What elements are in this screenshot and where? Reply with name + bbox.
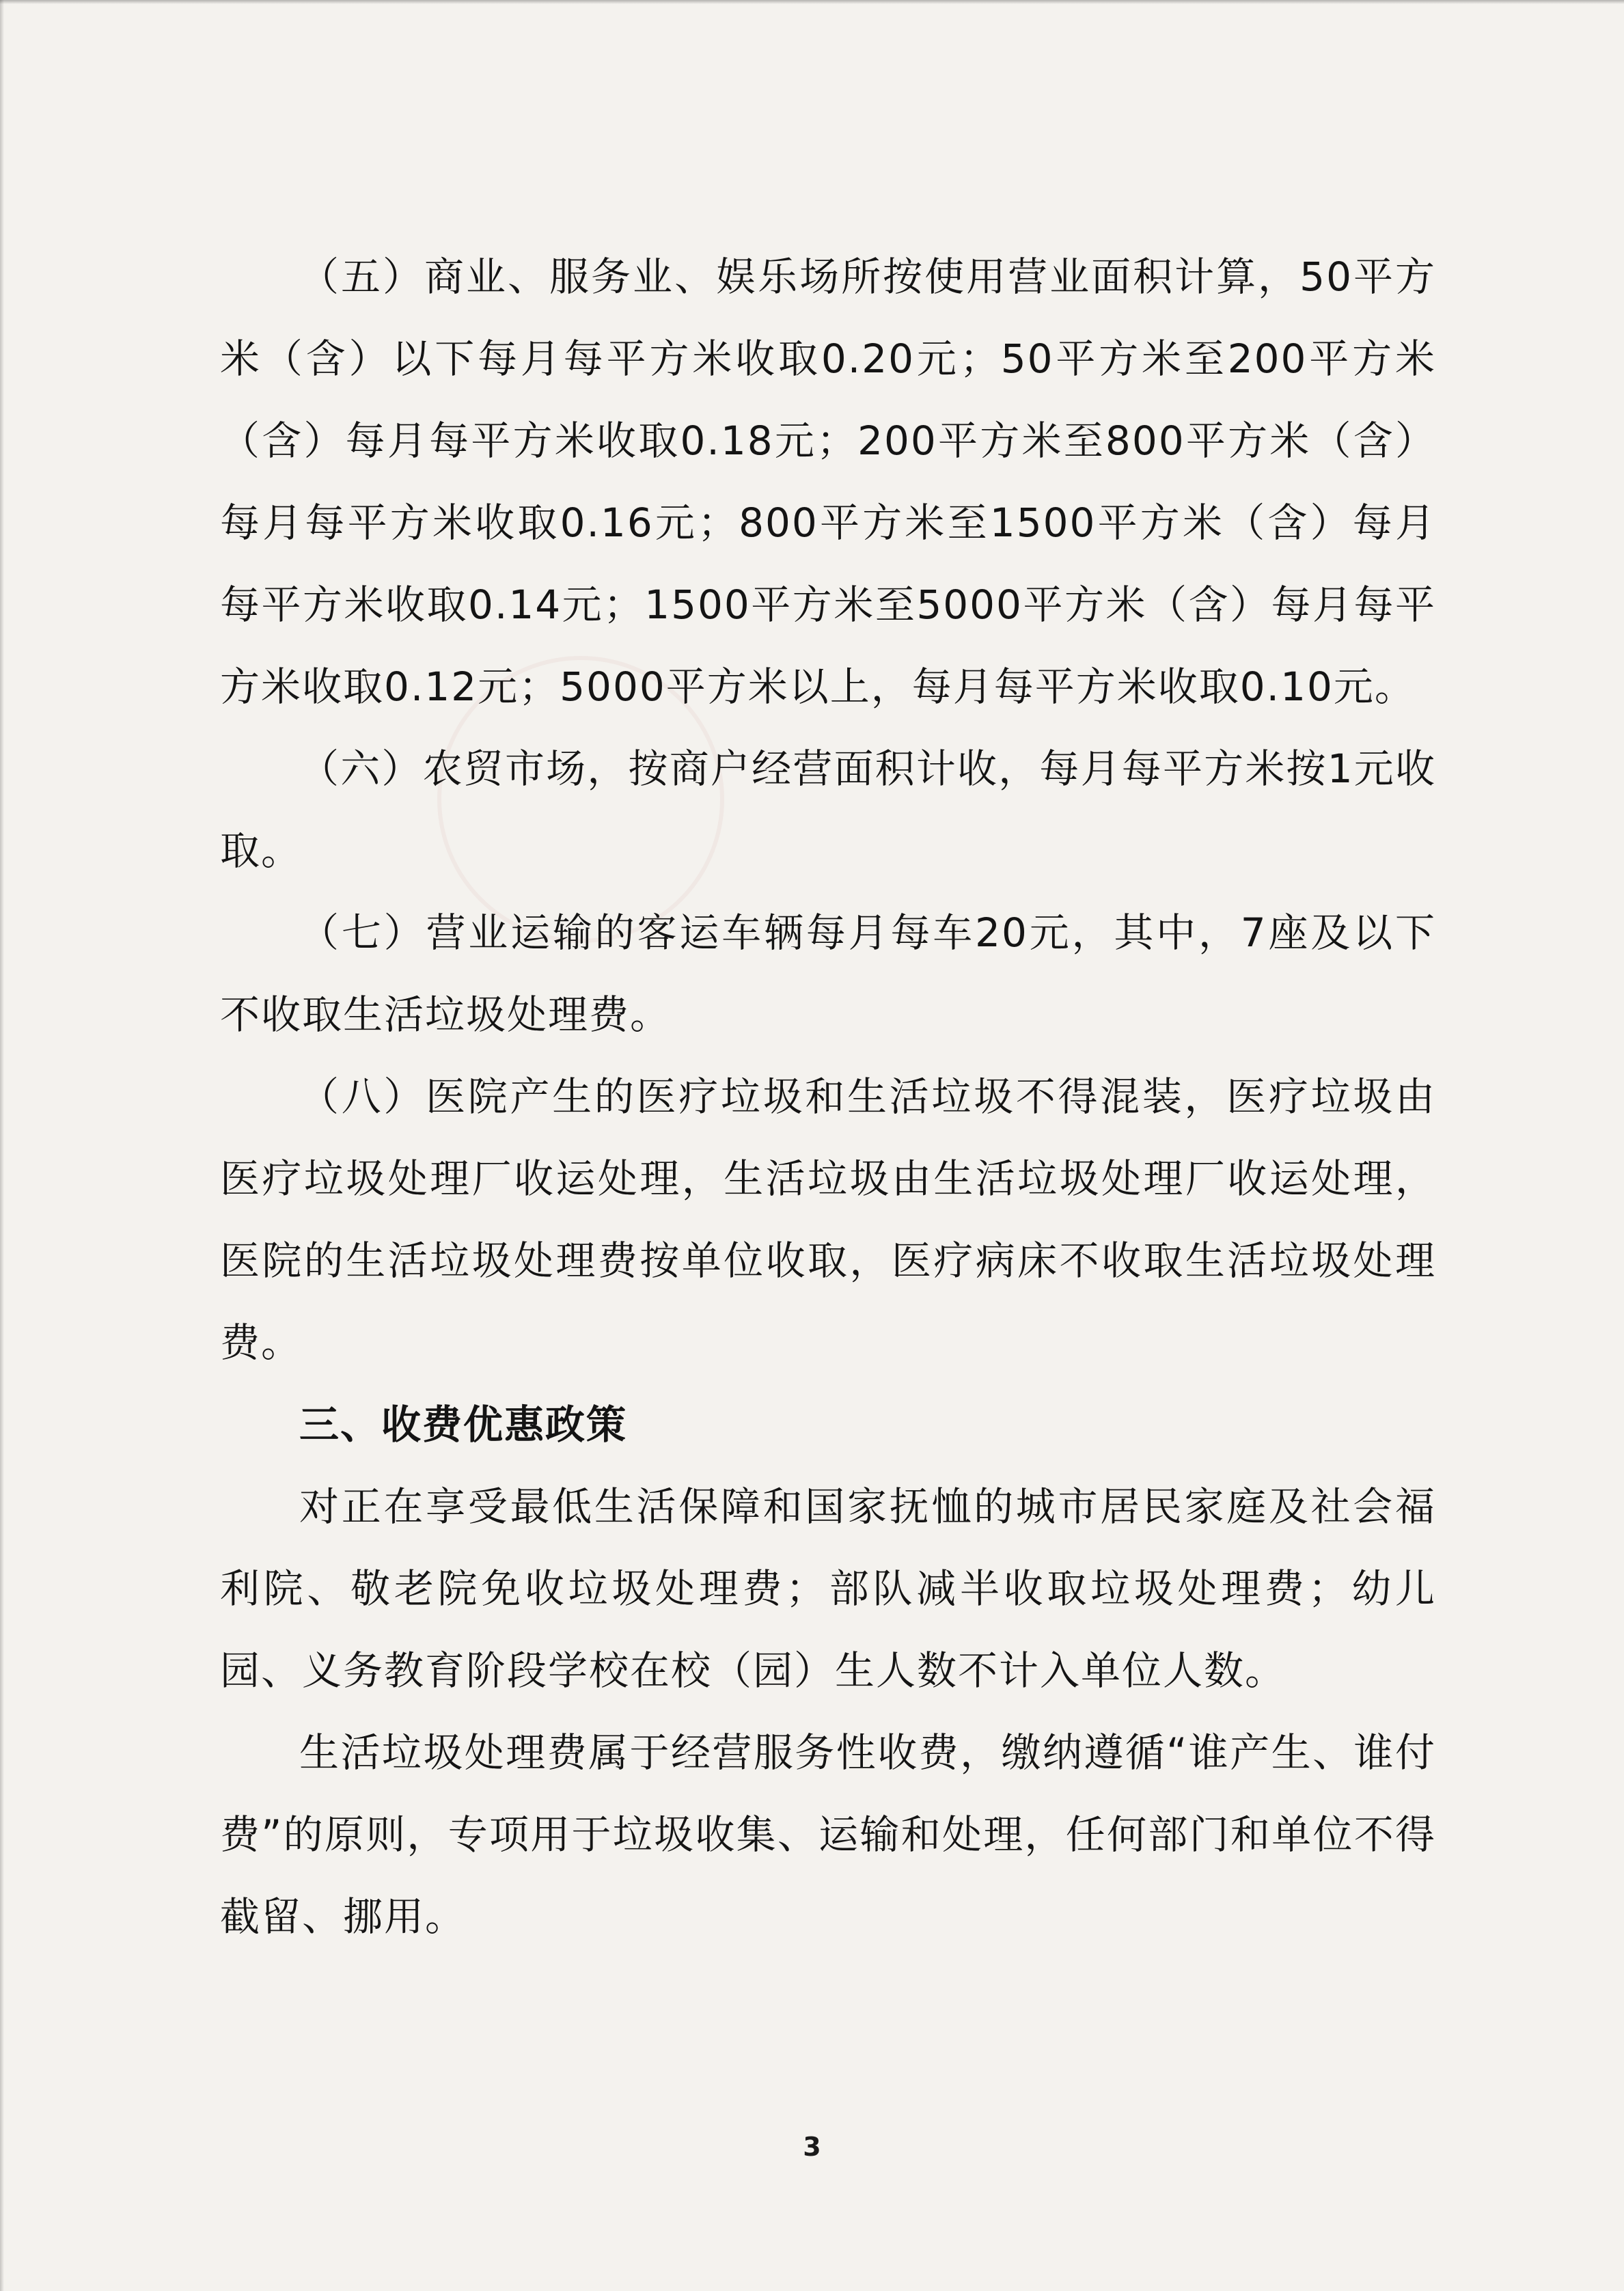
scan-edge-left bbox=[0, 0, 4, 2291]
fee-usage-paragraph: 生活垃圾处理费属于经营服务性收费，缴纳遵循“谁产生、谁付费”的原则，专项用于垃圾收集、运输和处理，任何部门和单位不得截留、挪用。 bbox=[220, 1729, 1436, 1940]
section-heading-discount-policy: 三、收费优惠政策 bbox=[299, 1401, 628, 1448]
discount-policy-paragraph: 对正在享受最低生活保障和国家抚恤的城市居民家庭及社会福利院、敬老院免收垃圾处理费；部队减半收取垃圾处理费；幼儿园、义务教育阶段学校在校（园）生人数不计入单位人数。 bbox=[220, 1483, 1436, 1694]
page-number: 3 bbox=[803, 2132, 821, 2162]
paragraph-item-8: （八）医院产生的医疗垃圾和生活垃圾不得混装，医疗垃圾由医疗垃圾处理厂收运处理，生活垃圾由生活垃圾处理厂收运处理，医院的生活垃圾处理费按单位收取，医疗病床不收取生活垃圾处理费。 bbox=[220, 1073, 1436, 1366]
document-body bbox=[220, 236, 1436, 1958]
paragraph-item-5: （五）商业、服务业、娱乐场所按使用营业面积计算，50平方米（含）以下每月每平方米收取0.20元；50平方米至200平方米（含）每月每平方米收取0.18元；200平方米至800平方米（含）每月每平方米收取0.16元；800平方米至1500平方米（含）每月每平方米收取0.14元；1500平方米至5000平方米（含）每月每平方米收取0.12元；5000平方米以上，每月每平方米收取0.10元。 bbox=[220, 253, 1436, 710]
paragraph-item-6: （六）农贸市场，按商户经营面积计收，每月每平方米按1元收取。 bbox=[220, 745, 1436, 874]
paragraph-item-7: （七）营业运输的客运车辆每月每车20元，其中，7座及以下不收取生活垃圾处理费。 bbox=[220, 909, 1436, 1038]
scan-edge-top bbox=[0, 0, 1624, 4]
